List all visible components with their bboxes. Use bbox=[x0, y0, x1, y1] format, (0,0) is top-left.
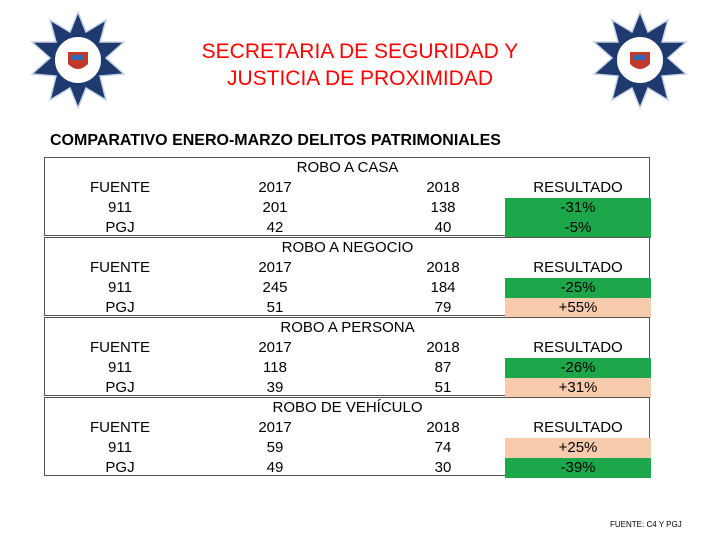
title-line-2: JUSTICIA DE PROXIMIDAD bbox=[226, 67, 494, 90]
year-2017-header: 2017 bbox=[258, 419, 292, 436]
crime-block bbox=[44, 157, 650, 236]
year-2017-header: 2017 bbox=[258, 259, 292, 276]
resultado-header: RESULTADO bbox=[533, 419, 623, 436]
value-2018: 30 bbox=[434, 459, 452, 476]
value-2017: 201 bbox=[262, 199, 288, 216]
title-line-1: SECRETARIA DE SEGURIDAD Y bbox=[201, 40, 519, 63]
year-2018-header: 2018 bbox=[426, 419, 460, 436]
category-label: ROBO A CASA bbox=[296, 159, 399, 176]
fuente-header: FUENTE bbox=[90, 179, 150, 196]
result-percent-badge: -31% bbox=[505, 198, 651, 218]
result-percent-badge: -26% bbox=[505, 358, 651, 378]
source-911: 911 bbox=[108, 439, 132, 456]
resultado-header: RESULTADO bbox=[533, 179, 623, 196]
year-2018-header: 2018 bbox=[426, 339, 460, 356]
value-2017: 39 bbox=[266, 379, 284, 396]
fuente-header: FUENTE bbox=[90, 419, 150, 436]
value-2017: 118 bbox=[263, 359, 287, 376]
result-percent-badge: +25% bbox=[505, 438, 651, 458]
year-2018-header: 2018 bbox=[426, 179, 460, 196]
resultado-header: RESULTADO bbox=[533, 259, 623, 276]
police-star-badge-right bbox=[590, 10, 690, 110]
source-911: 911 bbox=[108, 199, 132, 216]
fuente-header: FUENTE bbox=[90, 339, 150, 356]
page-title bbox=[150, 38, 570, 92]
result-percent-badge: +31% bbox=[505, 378, 651, 398]
value-2017: 245 bbox=[262, 279, 288, 296]
source-911: 911 bbox=[108, 359, 132, 376]
value-2017: 42 bbox=[266, 219, 284, 236]
source-pgj: PGJ bbox=[105, 299, 135, 316]
result-percent-badge: -39% bbox=[505, 458, 651, 478]
value-2018: 51 bbox=[434, 379, 452, 396]
crime-block bbox=[44, 237, 650, 316]
value-2017: 51 bbox=[266, 299, 284, 316]
value-2018: 74 bbox=[434, 439, 452, 456]
category-label: ROBO A NEGOCIO bbox=[281, 239, 414, 256]
crime-block bbox=[44, 317, 650, 396]
year-2017-header: 2017 bbox=[258, 179, 292, 196]
source-footnote: FUENTE: C4 Y PGJ bbox=[610, 520, 682, 529]
result-percent-badge: -5% bbox=[505, 218, 651, 238]
police-star-badge-left bbox=[28, 10, 128, 110]
result-percent-badge: +55% bbox=[505, 298, 651, 318]
year-2018-header: 2018 bbox=[426, 259, 460, 276]
value-2018: 40 bbox=[434, 219, 452, 236]
value-2017: 49 bbox=[266, 459, 284, 476]
source-pgj: PGJ bbox=[105, 459, 135, 476]
resultado-header: RESULTADO bbox=[533, 339, 623, 356]
year-2017-header: 2017 bbox=[258, 339, 292, 356]
category-label: ROBO DE VEHÍCULO bbox=[272, 399, 423, 416]
crime-block bbox=[44, 397, 650, 476]
value-2018: 79 bbox=[434, 299, 452, 316]
source-pgj: PGJ bbox=[105, 219, 135, 236]
source-pgj: PGJ bbox=[105, 379, 135, 396]
category-label: ROBO A PERSONA bbox=[280, 319, 415, 336]
source-911: 911 bbox=[108, 279, 132, 296]
report-subtitle: COMPARATIVO ENERO-MARZO DELITOS PATRIMONIALES bbox=[50, 132, 501, 149]
result-percent-badge: -25% bbox=[505, 278, 651, 298]
value-2017: 59 bbox=[266, 439, 284, 456]
fuente-header: FUENTE bbox=[90, 259, 150, 276]
value-2018: 184 bbox=[430, 279, 456, 296]
value-2018: 87 bbox=[434, 359, 452, 376]
value-2018: 138 bbox=[430, 199, 456, 216]
